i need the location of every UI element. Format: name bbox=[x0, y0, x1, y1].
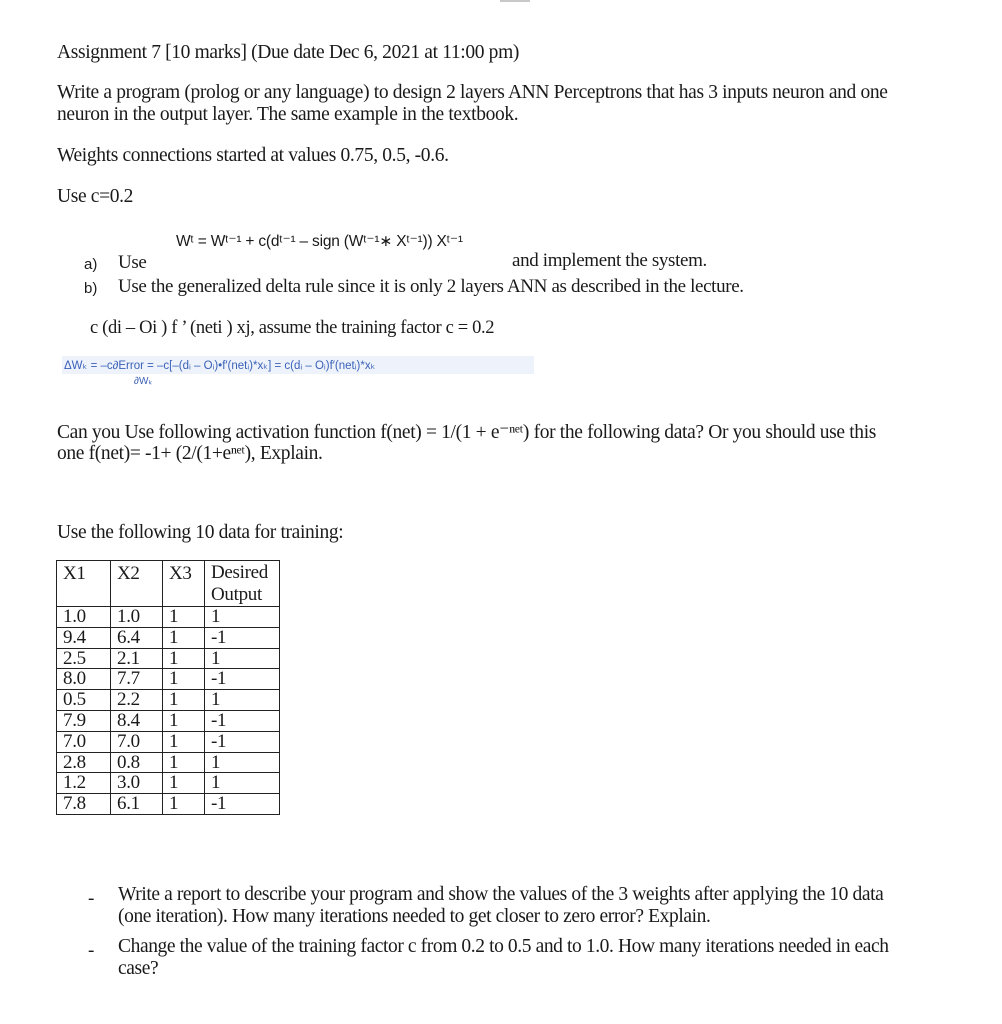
table-cell: 7.0 bbox=[111, 731, 163, 752]
activation-line-1: Can you Use following activation function f(net) = 1/(1 + e⁻ⁿᵉᵗ) for the following data? Or you should use this bbox=[57, 422, 877, 443]
table-cell: -1 bbox=[205, 627, 280, 648]
table-row bbox=[57, 607, 280, 628]
table-cell: 1 bbox=[163, 794, 205, 815]
table-cell: 8.4 bbox=[111, 710, 163, 731]
bullet-text-line: Write a report to describe your program and show the values of the 3 weights after applying the 10 data bbox=[118, 884, 884, 905]
table-row bbox=[57, 773, 280, 794]
table-cell: 2.2 bbox=[111, 690, 163, 711]
table-cell: -1 bbox=[205, 710, 280, 731]
table-cell: 1.2 bbox=[57, 773, 111, 794]
table-cell: 1.0 bbox=[111, 607, 163, 628]
table-cell: 1 bbox=[205, 752, 280, 773]
table-cell: -1 bbox=[205, 731, 280, 752]
item-b-text: Use the generalized delta rule since it is only 2 layers ANN as described in the lecture. bbox=[118, 276, 744, 297]
table-cell: 1 bbox=[163, 752, 205, 773]
table-cell: 2.1 bbox=[111, 648, 163, 669]
table-row bbox=[57, 627, 280, 648]
delta-rule-line: c (di – Oi ) f ’ (neti ) xj, assume the training factor c = 0.2 bbox=[90, 318, 495, 338]
item-a-text: Use bbox=[118, 252, 147, 273]
header-x3: X3 bbox=[163, 561, 205, 607]
table-cell: -1 bbox=[205, 669, 280, 690]
bullet-text-line: (one iteration). How many iterations needed to get closer to zero error? Explain. bbox=[118, 906, 711, 927]
table-cell: 7.0 bbox=[57, 731, 111, 752]
table-body bbox=[57, 607, 280, 815]
table-cell: 1 bbox=[205, 648, 280, 669]
bullet-marker: - bbox=[88, 940, 95, 961]
table-cell: 0.5 bbox=[57, 690, 111, 711]
table-row bbox=[57, 710, 280, 731]
table-cell: 1 bbox=[163, 627, 205, 648]
intro-line-2: neuron in the output layer. The same example in the textbook. bbox=[57, 104, 519, 125]
training-data-table bbox=[56, 560, 280, 815]
item-a-text-right: and implement the system. bbox=[512, 250, 707, 271]
item-a-label: a) bbox=[84, 256, 98, 273]
weights-line: Weights connections started at values 0.75, 0.5, -0.6. bbox=[57, 145, 449, 166]
table-cell: 3.0 bbox=[111, 773, 163, 794]
table-row bbox=[57, 794, 280, 815]
table-cell: 1 bbox=[163, 773, 205, 794]
header-x2: X2 bbox=[111, 561, 163, 607]
table-cell: 7.7 bbox=[111, 669, 163, 690]
bullet-text-line: case? bbox=[118, 958, 159, 979]
table-row bbox=[57, 731, 280, 752]
c-value-line: Use c=0.2 bbox=[57, 186, 134, 207]
delta-formula-text: ΔWₖ = –c∂Error = –c[–(dᵢ – Oᵢ)•f′(netᵢ)*xₖ] = c(dᵢ – Oᵢ)f′(netᵢ)*xₖ bbox=[64, 360, 376, 372]
table-cell: 2.8 bbox=[57, 752, 111, 773]
table-cell: 1 bbox=[205, 607, 280, 628]
delta-denominator: ∂Wₖ bbox=[134, 376, 153, 387]
table-row bbox=[57, 648, 280, 669]
assignment-title: Assignment 7 [10 marks] (Due date Dec 6, 2021 at 11:00 pm) bbox=[57, 42, 520, 63]
table-cell: 7.9 bbox=[57, 710, 111, 731]
table-cell: 1 bbox=[205, 690, 280, 711]
table-cell: 1 bbox=[163, 690, 205, 711]
weight-update-formula: Wᵗ = Wᵗ⁻¹ + c(dᵗ⁻¹ – sign (Wᵗ⁻¹∗ Xᵗ⁻¹)) Xᵗ⁻¹ bbox=[176, 233, 463, 250]
table-cell: 6.4 bbox=[111, 627, 163, 648]
table-cell: 8.0 bbox=[57, 669, 111, 690]
table-cell: 1 bbox=[163, 669, 205, 690]
cropped-top-edge bbox=[500, 0, 530, 6]
header-desired-output: Desired Output bbox=[205, 561, 280, 607]
delta-formula bbox=[64, 358, 376, 372]
table-cell: 1 bbox=[163, 648, 205, 669]
table-cell: 6.1 bbox=[111, 794, 163, 815]
table-row bbox=[57, 752, 280, 773]
table-cell: 1 bbox=[205, 773, 280, 794]
table-cell: 1 bbox=[163, 607, 205, 628]
table-cell: 1 bbox=[163, 710, 205, 731]
activation-line-2: one f(net)= -1+ (2/(1+eⁿᵉᵗ), Explain. bbox=[57, 443, 323, 464]
table-header-row bbox=[57, 561, 280, 607]
table-cell: 7.8 bbox=[57, 794, 111, 815]
table-cell: 1 bbox=[163, 731, 205, 752]
training-intro: Use the following 10 data for training: bbox=[57, 522, 344, 543]
table-cell: -1 bbox=[205, 794, 280, 815]
table-cell: 2.5 bbox=[57, 648, 111, 669]
table-row bbox=[57, 669, 280, 690]
header-x1: X1 bbox=[57, 561, 111, 607]
bullet-text-line: Change the value of the training factor c from 0.2 to 0.5 and to 1.0. How many iterations needed in each bbox=[118, 936, 889, 957]
item-b-label: b) bbox=[84, 280, 98, 297]
intro-line-1: Write a program (prolog or any language) to design 2 layers ANN Perceptrons that has 3 inputs neuron and one bbox=[57, 82, 888, 103]
table-row bbox=[57, 690, 280, 711]
table-cell: 1.0 bbox=[57, 607, 111, 628]
table-cell: 0.8 bbox=[111, 752, 163, 773]
bullet-marker: - bbox=[88, 888, 95, 909]
table-cell: 9.4 bbox=[57, 627, 111, 648]
